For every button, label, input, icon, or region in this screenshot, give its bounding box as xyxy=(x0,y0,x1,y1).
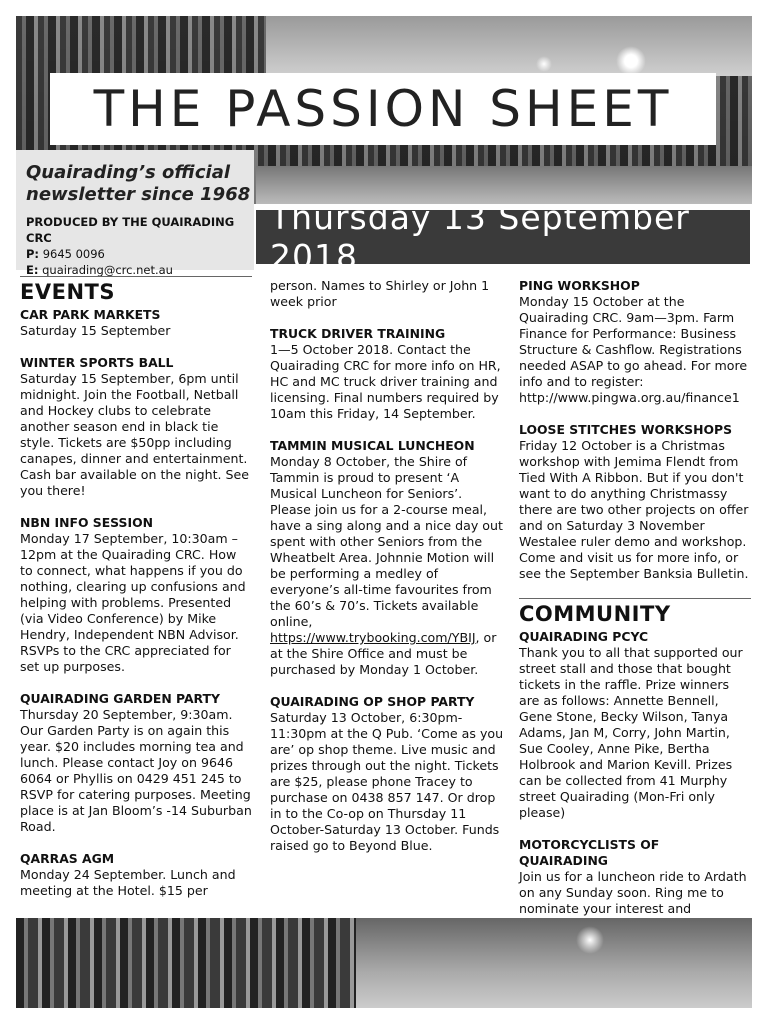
street-lamp-glow xyxy=(576,926,604,954)
email-address: quairading@crc.net.au xyxy=(42,263,173,277)
event-item: NBN INFO SESSION Monday 17 September, 10:30am – 12pm at the Quairading CRC. How to connect, what happens if you do nothing, clearing up confusions and helping with problems. Presented (via Video Conference) by Mike Hendry, Independent NBN Advisor. RSVPs to the CRC appreciated for set up purposes. xyxy=(20,515,246,674)
community-item: MOTORCYCLISTS OF QUAIRADING Join us for a luncheon ride to Ardath on any Sunday soon. Ring me to nominate your interest and xyxy=(519,837,747,916)
column-middle xyxy=(270,278,504,870)
event-item: QUAIRADING GARDEN PARTY Thursday 20 September, 9:30am. Our Garden Party is on again this year. $20 includes morning tea and lunch. Please contact Joy on 9646 6064 or Phyllis on 0429 451 245 to RSVP for catering purposes. Meeting place is at Jan Bloom’s -14 Suburban Road. xyxy=(20,691,252,834)
event-item: LOOSE STITCHES WORKSHOPS Friday 12 October is a Christmas workshop with Jemima Flendt from Tied With A Ribbon. But if you don't want to do anything Christmassy there are two other projects on offer and on Saturday 3 November Westalee ruler demo and workshop. Come and visit us for more info, or see the September Banksia Bulletin. xyxy=(519,422,749,581)
section-heading-events: EVENTS xyxy=(20,280,115,304)
newsletter-title: THE PASSION SHEET xyxy=(93,80,673,138)
event-item: TAMMIN MUSICAL LUNCHEON Monday 8 October, the Shire of Tammin is proud to present ‘A Musical Luncheon for Seniors’. Please join us for a 2-course meal, have a sing along and a nice day out spent with other Seniors from the Wheatbelt Area. Johnnie Motion will be performing a medley of everyone’s all-time favourites from the 60’s & 70’s. Tickets available online, https://www.trybooking.com/YBIJ, or at the Shire Office and must be purchased by Monday 1 October. xyxy=(270,438,503,677)
column-right xyxy=(519,278,751,933)
event-item-continued: person. Names to Shirley or John 1 week prior xyxy=(270,278,490,309)
street-lamp-glow xyxy=(616,46,646,76)
footer-photo xyxy=(16,918,752,1008)
contact-details: PRODUCED BY THE QUAIRADING CRC P: 9645 0096 E: quairading@crc.net.au xyxy=(26,215,235,277)
produced-by: PRODUCED BY THE QUAIRADING CRC xyxy=(26,215,235,245)
footer-photo-street xyxy=(356,918,752,1008)
phone-number: 9645 0096 xyxy=(42,247,105,261)
tagline: Quairading’s official newsletter since 1968 xyxy=(26,162,251,205)
event-item: QARRAS AGM Monday 24 September. Lunch and meeting at the Hotel. $15 per xyxy=(20,851,236,898)
header-photo-sky xyxy=(266,16,752,76)
event-item: QUAIRADING OP SHOP PARTY Saturday 13 October, 6:30pm-11:30pm at the Q Pub. ‘Come as you are’ op shop theme. Live music and prizes through out the night. Tickets are $25, please phone Tracey to purchase on 0438 857 147. Or drop in to the Co-op on Thursday 11 October-Saturday 13 October. Funds raised go to Beyond Blue. xyxy=(270,694,504,853)
section-divider xyxy=(20,276,252,277)
event-item: CAR PARK MARKETS Saturday 15 September xyxy=(20,307,171,338)
issue-date-banner xyxy=(256,198,750,276)
issue-date: Thursday 13 September 2018 xyxy=(270,198,690,276)
event-item: PING WORKSHOP Monday 15 October at the Quairading CRC. 9am—3pm. Farm Finance for Performance: Business Structure & Cashflow. Registrations needed ASAP to go ahead. For more info and to register: http://www.pingwa.org.au/finance1 xyxy=(519,278,748,405)
masthead xyxy=(50,73,716,145)
event-item: WINTER SPORTS BALL Saturday 15 September, 6pm until midnight. Join the Football, Netball and Hockey clubs to celebrate another season end in black tie style. Tickets are $50pp including canapes, dinner and entertainment. Cash bar available on the night. See you there! xyxy=(20,355,250,498)
column-events xyxy=(20,276,252,915)
event-item: TRUCK DRIVER TRAINING 1—5 October 2018. Contact the Quairading CRC for more info on HR, HC and MC truck driver training and licensing. Final numbers required by 10am this Friday, 14 September. xyxy=(270,326,501,421)
community-item: QUAIRADING PCYC Thank you to all that supported our street stall and those that bought tickets in the raffle. Prize winners are as follows: Annette Bennell, Gene Stone, Becky Wilson, Tanya Adams, Jan M, Corry, John Martin, Sue Cooley, Anne Pike, Bertha Holbrook and Marion Kevill. Prizes can be collected from 41 Murphy street Quairading (Mon-Fri only please) xyxy=(519,629,743,820)
section-divider xyxy=(519,598,751,599)
trybooking-link[interactable]: https://www.trybooking.com/YBIJ xyxy=(270,630,476,645)
tagline-panel xyxy=(16,150,254,277)
street-lamp-glow xyxy=(536,56,552,72)
section-heading-community: COMMUNITY xyxy=(519,602,671,626)
